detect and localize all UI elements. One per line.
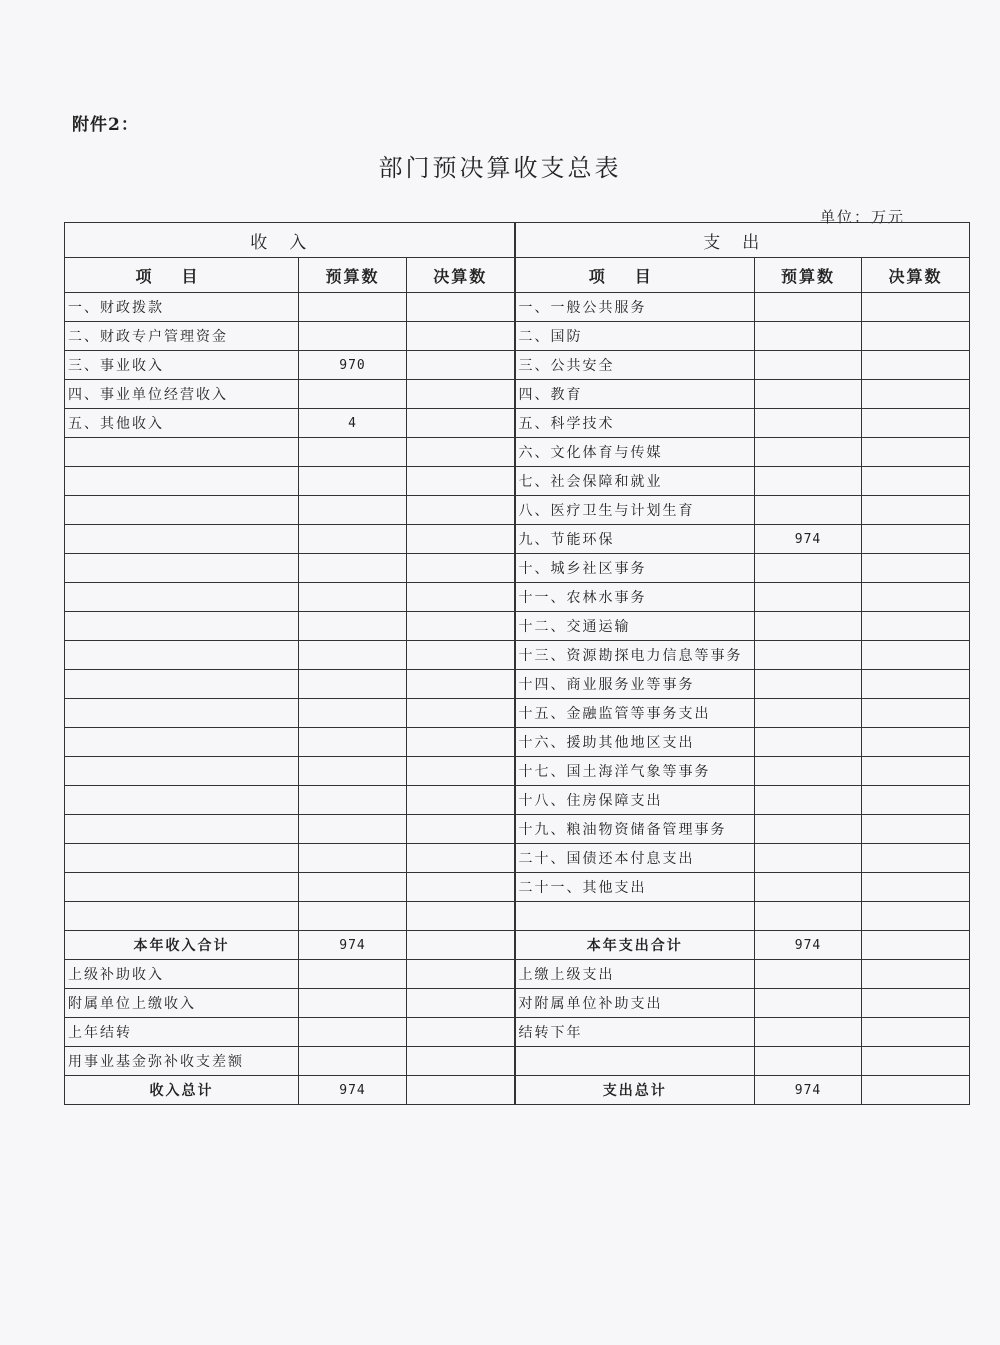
- table-row: [65, 989, 970, 1018]
- income-budget-cell: 974: [299, 931, 407, 960]
- expense-item-cell: 支出总计: [515, 1076, 755, 1105]
- income-item-cell: 三、事业收入: [65, 351, 299, 380]
- income-final-cell: [407, 728, 515, 757]
- income-item-cell: 上年结转: [65, 1018, 299, 1047]
- expense-final-cell: [862, 815, 970, 844]
- income-budget-cell: [299, 1018, 407, 1047]
- expense-item-cell: 十三、资源勘探电力信息等事务: [515, 641, 755, 670]
- expense-item-cell: 十四、商业服务业等事务: [515, 670, 755, 699]
- expense-item-cell: 二、国防: [515, 322, 755, 351]
- table-row: [65, 351, 970, 380]
- expense-final-cell: [862, 670, 970, 699]
- expense-final-cell: [862, 525, 970, 554]
- income-item-cell: [65, 554, 299, 583]
- expense-budget-cell: [755, 351, 862, 380]
- expense-item-cell: 六、文化体育与传媒: [515, 438, 755, 467]
- expense-item-cell: 十八、住房保障支出: [515, 786, 755, 815]
- expense-budget-cell: [755, 496, 862, 525]
- income-final-cell: [407, 931, 515, 960]
- income-item-cell: [65, 438, 299, 467]
- expense-item-cell: 五、科学技术: [515, 409, 755, 438]
- income-budget-cell: [299, 873, 407, 902]
- expense-item-cell: 十九、粮油物资储备管理事务: [515, 815, 755, 844]
- income-budget-cell: [299, 844, 407, 873]
- income-budget-cell: [299, 612, 407, 641]
- income-budget-cell: [299, 902, 407, 931]
- income-budget-cell: [299, 699, 407, 728]
- income-final-header: 决算数: [407, 258, 515, 293]
- expense-item-cell: 十六、援助其他地区支出: [515, 728, 755, 757]
- expense-item-cell: 结转下年: [515, 1018, 755, 1047]
- expense-final-cell: [862, 1047, 970, 1076]
- income-final-cell: [407, 438, 515, 467]
- income-final-cell: [407, 525, 515, 554]
- income-budget-cell: [299, 728, 407, 757]
- table-row: [65, 1018, 970, 1047]
- income-final-cell: [407, 1018, 515, 1047]
- expense-item-cell: 本年支出合计: [515, 931, 755, 960]
- expense-budget-cell: [755, 409, 862, 438]
- income-final-cell: [407, 670, 515, 699]
- expense-item-cell: 九、节能环保: [515, 525, 755, 554]
- income-item-cell: [65, 612, 299, 641]
- expense-budget-cell: [755, 902, 862, 931]
- table-row: [65, 960, 970, 989]
- income-item-cell: 四、事业单位经营收入: [65, 380, 299, 409]
- income-item-cell: 附属单位上缴收入: [65, 989, 299, 1018]
- income-item-cell: [65, 583, 299, 612]
- table-row: [65, 728, 970, 757]
- expense-item-cell: 一、一般公共服务: [515, 293, 755, 322]
- income-budget-cell: [299, 815, 407, 844]
- expense-budget-header: 预算数: [755, 258, 862, 293]
- income-budget-cell: 974: [299, 1076, 407, 1105]
- income-item-cell: 一、财政拨款: [65, 293, 299, 322]
- income-final-cell: [407, 554, 515, 583]
- expense-final-cell: [862, 293, 970, 322]
- income-final-cell: [407, 409, 515, 438]
- income-item-cell: [65, 815, 299, 844]
- income-section-title: 收入: [65, 223, 515, 258]
- expense-budget-cell: [755, 1018, 862, 1047]
- expense-final-cell: [862, 438, 970, 467]
- expense-item-cell: 三、公共安全: [515, 351, 755, 380]
- column-header-row: [65, 258, 970, 293]
- expense-final-cell: [862, 322, 970, 351]
- table-row: [65, 1047, 970, 1076]
- expense-budget-cell: [755, 438, 862, 467]
- income-budget-cell: [299, 641, 407, 670]
- income-item-cell: [65, 902, 299, 931]
- expense-item-cell: 十五、金融监管等事务支出: [515, 699, 755, 728]
- income-budget-cell: [299, 960, 407, 989]
- income-budget-cell: [299, 786, 407, 815]
- income-item-cell: [65, 670, 299, 699]
- expense-budget-cell: [755, 815, 862, 844]
- income-item-cell: [65, 757, 299, 786]
- expense-item-cell: 四、教育: [515, 380, 755, 409]
- table-row: [65, 293, 970, 322]
- expense-final-cell: [862, 699, 970, 728]
- expense-item-cell: 十、城乡社区事务: [515, 554, 755, 583]
- section-header-row: [65, 223, 970, 258]
- income-final-cell: [407, 786, 515, 815]
- table-row: [65, 786, 970, 815]
- expense-final-cell: [862, 873, 970, 902]
- income-item-cell: 用事业基金弥补收支差额: [65, 1047, 299, 1076]
- income-item-cell: [65, 728, 299, 757]
- expense-item-cell: 十七、国土海洋气象等事务: [515, 757, 755, 786]
- expense-item-cell: 二十一、其他支出: [515, 873, 755, 902]
- income-budget-cell: [299, 989, 407, 1018]
- income-item-cell: [65, 496, 299, 525]
- table-row: [65, 409, 970, 438]
- table-row: [65, 757, 970, 786]
- expense-item-cell: [515, 1047, 755, 1076]
- income-item-cell: [65, 844, 299, 873]
- expense-final-cell: [862, 931, 970, 960]
- income-final-cell: [407, 1076, 515, 1105]
- expense-budget-cell: [755, 293, 862, 322]
- income-item-cell: [65, 873, 299, 902]
- income-final-cell: [407, 612, 515, 641]
- expense-final-cell: [862, 554, 970, 583]
- income-final-cell: [407, 902, 515, 931]
- table-row: [65, 554, 970, 583]
- table-row: [65, 438, 970, 467]
- income-item-cell: [65, 641, 299, 670]
- table-row: [65, 322, 970, 351]
- expense-budget-cell: 974: [755, 1076, 862, 1105]
- expense-budget-cell: [755, 844, 862, 873]
- expense-final-cell: [862, 989, 970, 1018]
- expense-budget-cell: [755, 960, 862, 989]
- expense-final-cell: [862, 1076, 970, 1105]
- expense-section-title: 支出: [515, 223, 970, 258]
- expense-final-cell: [862, 786, 970, 815]
- expense-final-cell: [862, 960, 970, 989]
- income-budget-cell: [299, 583, 407, 612]
- income-item-cell: 上级补助收入: [65, 960, 299, 989]
- expense-budget-cell: [755, 612, 862, 641]
- expense-budget-cell: [755, 322, 862, 351]
- expense-budget-cell: [755, 757, 862, 786]
- expense-budget-cell: [755, 786, 862, 815]
- income-final-cell: [407, 322, 515, 351]
- expense-item-cell: 十一、农林水事务: [515, 583, 755, 612]
- expense-item-header: 项目: [515, 258, 755, 293]
- expense-final-cell: [862, 583, 970, 612]
- expense-item-cell: 七、社会保障和就业: [515, 467, 755, 496]
- expense-final-cell: [862, 351, 970, 380]
- expense-final-cell: [862, 496, 970, 525]
- income-final-cell: [407, 873, 515, 902]
- income-final-cell: [407, 960, 515, 989]
- income-budget-cell: [299, 525, 407, 554]
- expense-item-cell: 二十、国债还本付息支出: [515, 844, 755, 873]
- income-final-cell: [407, 351, 515, 380]
- income-final-cell: [407, 844, 515, 873]
- income-budget-cell: 970: [299, 351, 407, 380]
- income-final-cell: [407, 989, 515, 1018]
- income-budget-cell: [299, 1047, 407, 1076]
- income-item-cell: 收入总计: [65, 1076, 299, 1105]
- expense-final-cell: [862, 380, 970, 409]
- table-row: [65, 815, 970, 844]
- table-row: [65, 873, 970, 902]
- income-final-cell: [407, 757, 515, 786]
- expense-budget-cell: [755, 554, 862, 583]
- income-budget-cell: [299, 467, 407, 496]
- table-row: [65, 844, 970, 873]
- income-final-cell: [407, 815, 515, 844]
- income-item-cell: 本年收入合计: [65, 931, 299, 960]
- income-budget-cell: [299, 554, 407, 583]
- income-item-cell: [65, 786, 299, 815]
- budget-summary-table: [64, 222, 970, 1105]
- expense-budget-cell: [755, 380, 862, 409]
- expense-budget-cell: [755, 670, 862, 699]
- income-final-cell: [407, 699, 515, 728]
- table-row: [65, 699, 970, 728]
- expense-budget-cell: [755, 583, 862, 612]
- income-final-cell: [407, 583, 515, 612]
- table-row: [65, 525, 970, 554]
- table-row: [65, 641, 970, 670]
- income-budget-cell: [299, 438, 407, 467]
- table-row: [65, 1076, 970, 1105]
- income-final-cell: [407, 293, 515, 322]
- expense-final-cell: [862, 612, 970, 641]
- income-final-cell: [407, 1047, 515, 1076]
- income-budget-cell: [299, 293, 407, 322]
- expense-budget-cell: [755, 699, 862, 728]
- income-budget-cell: [299, 322, 407, 351]
- table-row: [65, 612, 970, 641]
- expense-budget-cell: [755, 873, 862, 902]
- income-final-cell: [407, 641, 515, 670]
- page-title: 部门预决算收支总表: [378, 154, 622, 182]
- income-item-cell: 二、财政专户管理资金: [65, 322, 299, 351]
- income-final-cell: [407, 380, 515, 409]
- expense-budget-cell: 974: [755, 525, 862, 554]
- income-item-cell: [65, 467, 299, 496]
- expense-item-cell: 八、医疗卫生与计划生育: [515, 496, 755, 525]
- table-row: [65, 496, 970, 525]
- expense-item-cell: 十二、交通运输: [515, 612, 755, 641]
- income-item-cell: [65, 699, 299, 728]
- income-final-cell: [407, 496, 515, 525]
- expense-item-cell: 上缴上级支出: [515, 960, 755, 989]
- table-row: [65, 931, 970, 960]
- expense-final-cell: [862, 902, 970, 931]
- income-item-cell: 五、其他收入: [65, 409, 299, 438]
- expense-final-cell: [862, 844, 970, 873]
- income-budget-header: 预算数: [299, 258, 407, 293]
- expense-budget-cell: [755, 467, 862, 496]
- expense-budget-cell: [755, 728, 862, 757]
- expense-budget-cell: [755, 1047, 862, 1076]
- expense-final-cell: [862, 409, 970, 438]
- income-item-cell: [65, 525, 299, 554]
- table-row: [65, 902, 970, 931]
- expense-final-cell: [862, 757, 970, 786]
- unit-label: 单位：万元: [820, 208, 906, 226]
- income-budget-cell: 4: [299, 409, 407, 438]
- table-row: [65, 670, 970, 699]
- attachment-label: 附件2：: [72, 115, 139, 135]
- table-row: [65, 380, 970, 409]
- income-final-cell: [407, 467, 515, 496]
- income-budget-cell: [299, 757, 407, 786]
- expense-item-cell: [515, 902, 755, 931]
- income-budget-cell: [299, 496, 407, 525]
- expense-final-cell: [862, 728, 970, 757]
- table-row: [65, 467, 970, 496]
- expense-final-header: 决算数: [862, 258, 970, 293]
- expense-budget-cell: 974: [755, 931, 862, 960]
- expense-budget-cell: [755, 641, 862, 670]
- expense-final-cell: [862, 1018, 970, 1047]
- expense-final-cell: [862, 641, 970, 670]
- expense-budget-cell: [755, 989, 862, 1018]
- income-item-header: 项目: [65, 258, 299, 293]
- table-row: [65, 583, 970, 612]
- expense-item-cell: 对附属单位补助支出: [515, 989, 755, 1018]
- income-budget-cell: [299, 380, 407, 409]
- expense-final-cell: [862, 467, 970, 496]
- income-budget-cell: [299, 670, 407, 699]
